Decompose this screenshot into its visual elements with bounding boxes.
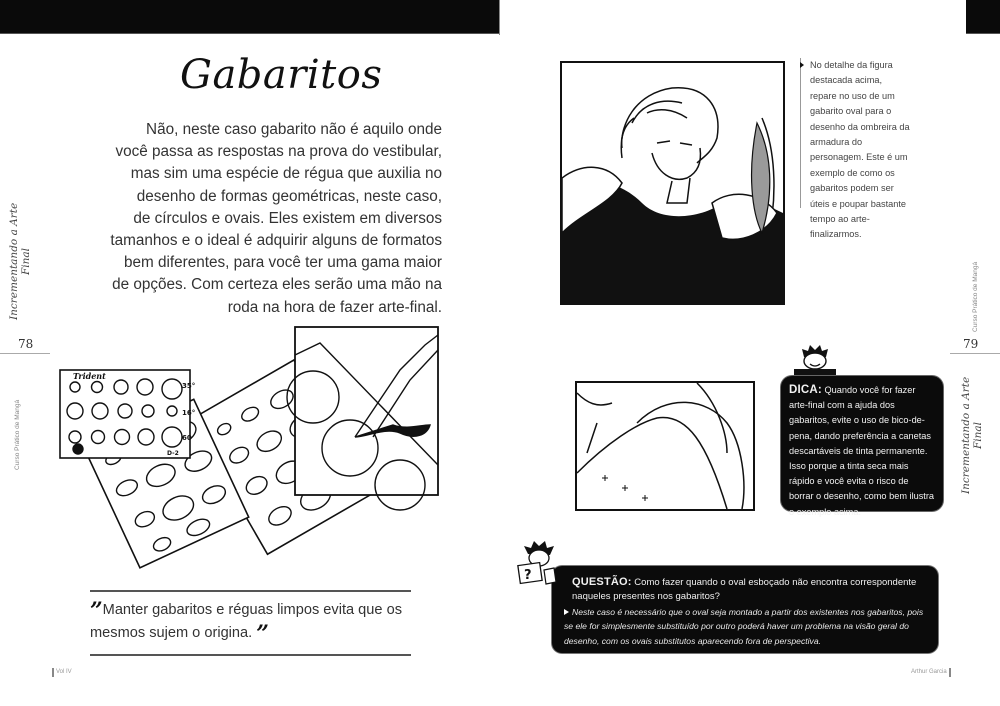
top-bar-right (966, 0, 1000, 34)
footer-author: Arthur Garcia (911, 668, 951, 677)
page-number-rule (0, 353, 50, 354)
page-title: Gabaritos (180, 52, 383, 98)
character-portrait-art (562, 63, 783, 303)
intro-line: mas sim uma espécie de régua que auxilia no (130, 165, 442, 183)
question-character-icon (514, 540, 564, 590)
figure-caption (800, 58, 910, 240)
running-head-chapter: Incrementando a Arte Final (960, 376, 984, 494)
page-number: 79 (963, 337, 979, 351)
shoulder-armor-art (577, 383, 753, 509)
svg-text:Trident: Trident (73, 371, 106, 381)
caption-text: No detalhe da figura destacada acima, repare no uso de um gabarito oval para o desenho da ombreira da armadura do personagem. Este é um exemplo de como os gabaritos podem ser úteis e poupar bastante tempo ao arte-finalizarmos. (810, 60, 910, 240)
open-quote-mark: ” (90, 598, 103, 624)
running-head-chapter: Incrementando a Arte Final (8, 202, 32, 320)
top-bar-left (0, 0, 500, 34)
page-gutter (499, 0, 500, 35)
close-quote-mark: ” (256, 621, 269, 647)
pull-quote-text: Manter gabaritos e réguas limpos evita que os mesmos sujem o origina. (90, 602, 402, 641)
question-box (552, 566, 938, 653)
footer-volume: Vol IV (52, 668, 72, 677)
intro-line: bem diferentes, para você ter uma gama maior (124, 254, 442, 272)
intro-line: desenho de formas geométricas, neste caso, (136, 187, 442, 205)
running-head-course: Curso Prático de Mangá (972, 261, 979, 332)
quote-rule-bottom (90, 654, 411, 656)
manga-panel-shoulder-detail (575, 381, 755, 511)
svg-text:16°: 16° (182, 409, 196, 417)
manga-panel-portrait (560, 61, 785, 305)
tip-label: DICA: (789, 384, 822, 396)
question-title (572, 575, 926, 604)
intro-line: de opções. Com certeza eles serão uma mão na (112, 276, 442, 294)
pull-quote (90, 599, 415, 645)
tip-character-icon (790, 343, 840, 377)
tip-box (781, 376, 943, 517)
question-answer (564, 605, 926, 648)
svg-text:60: 60 (182, 434, 192, 442)
answer-text: Neste caso é necessário que o oval seja montado a partir dos existentes nos gabaritos, pois se ele for simplesmente substituído por outro poderá haver um problema na visão geral do desenho, com os ovais substitutos aparecendo fora de perspectiva. (564, 607, 924, 646)
caption-bullet-icon (800, 62, 804, 68)
page-number: 78 (18, 337, 34, 351)
templates-illustration (55, 325, 445, 580)
intro-line: tamanhos e o ideal é adquirir alguns de formatos (110, 232, 442, 250)
svg-text:35°: 35° (182, 382, 196, 390)
page-number-rule (950, 353, 1000, 354)
svg-text:D-2: D-2 (167, 450, 179, 457)
answer-bullet-icon (564, 609, 569, 615)
tip-text: Quando você for fazer arte-final com a ajuda dos gabaritos, evite o uso de bico-de-pena, dando preferência a canetas descartáveis de tinta permanente. Isso porque a tinta seca mais rápido e você evita o risco de borrar o desenho, como bem ilustra o exemplo acima. (789, 385, 935, 517)
running-head-course: Curso Prático de Mangá (14, 399, 21, 470)
intro-line: de círculos e ovais. Eles existem em diversos (133, 209, 442, 227)
question-text: Como fazer quando o oval esboçado não encontra correspondente naqueles presentes nos gabaritos? (572, 577, 917, 602)
intro-paragraph (110, 119, 442, 319)
svg-text:?: ? (524, 568, 532, 583)
intro-line: Não, neste caso gabarito não é aquilo onde (146, 121, 442, 138)
intro-line: você passa as respostas na prova do vestibular, (115, 143, 442, 161)
quote-rule-top (90, 590, 411, 592)
question-label: QUESTÃO: (572, 576, 632, 588)
intro-line: roda na hora de fazer arte-final. (227, 298, 442, 316)
